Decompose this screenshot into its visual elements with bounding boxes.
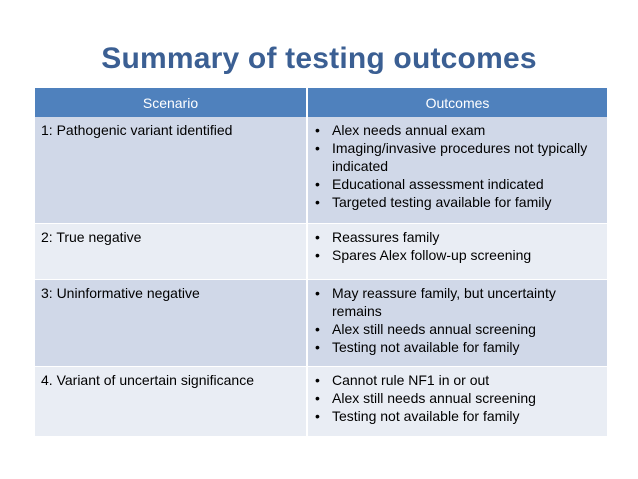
scenario-cell: 4. Variant of uncertain significance (35, 366, 307, 436)
outcome-item: • May reassure family, but uncertainty remains (314, 284, 601, 320)
table-row (35, 366, 607, 436)
outcomes-table (35, 88, 607, 437)
outcomes-cell (307, 279, 607, 366)
column-header-scenario: Scenario (35, 88, 307, 117)
table-row (35, 279, 607, 366)
outcome-item: • Alex needs annual exam (314, 121, 601, 139)
table-header-row (35, 88, 607, 117)
outcomes-list (314, 284, 601, 356)
table-row (35, 223, 607, 279)
outcome-item: • Reassures family (314, 228, 601, 246)
outcome-item: • Alex still needs annual screening (314, 320, 601, 338)
outcome-item: • Cannot rule NF1 in or out (314, 371, 601, 389)
outcomes-cell (307, 117, 607, 223)
table-row (35, 117, 607, 223)
column-header-outcomes: Outcomes (307, 88, 607, 117)
outcome-item: • Testing not available for family (314, 407, 601, 425)
outcomes-list (314, 121, 601, 211)
outcome-item: • Alex still needs annual screening (314, 389, 601, 407)
scenario-cell: 3: Uninformative negative (35, 279, 307, 366)
scenario-cell: 1: Pathogenic variant identified (35, 117, 307, 223)
page-title: Summary of testing outcomes (101, 42, 537, 75)
outcome-item: • Spares Alex follow-up screening (314, 246, 601, 264)
scenario-cell: 2: True negative (35, 223, 307, 279)
outcomes-list (314, 228, 601, 264)
outcome-item: • Targeted testing available for family (314, 193, 601, 211)
outcome-item: • Educational assessment indicated (314, 175, 601, 193)
outcomes-list (314, 371, 601, 425)
outcome-item: • Imaging/invasive procedures not typically indicated (314, 139, 601, 175)
outcomes-cell (307, 223, 607, 279)
outcomes-cell (307, 366, 607, 436)
outcome-item: • Testing not available for family (314, 338, 601, 356)
